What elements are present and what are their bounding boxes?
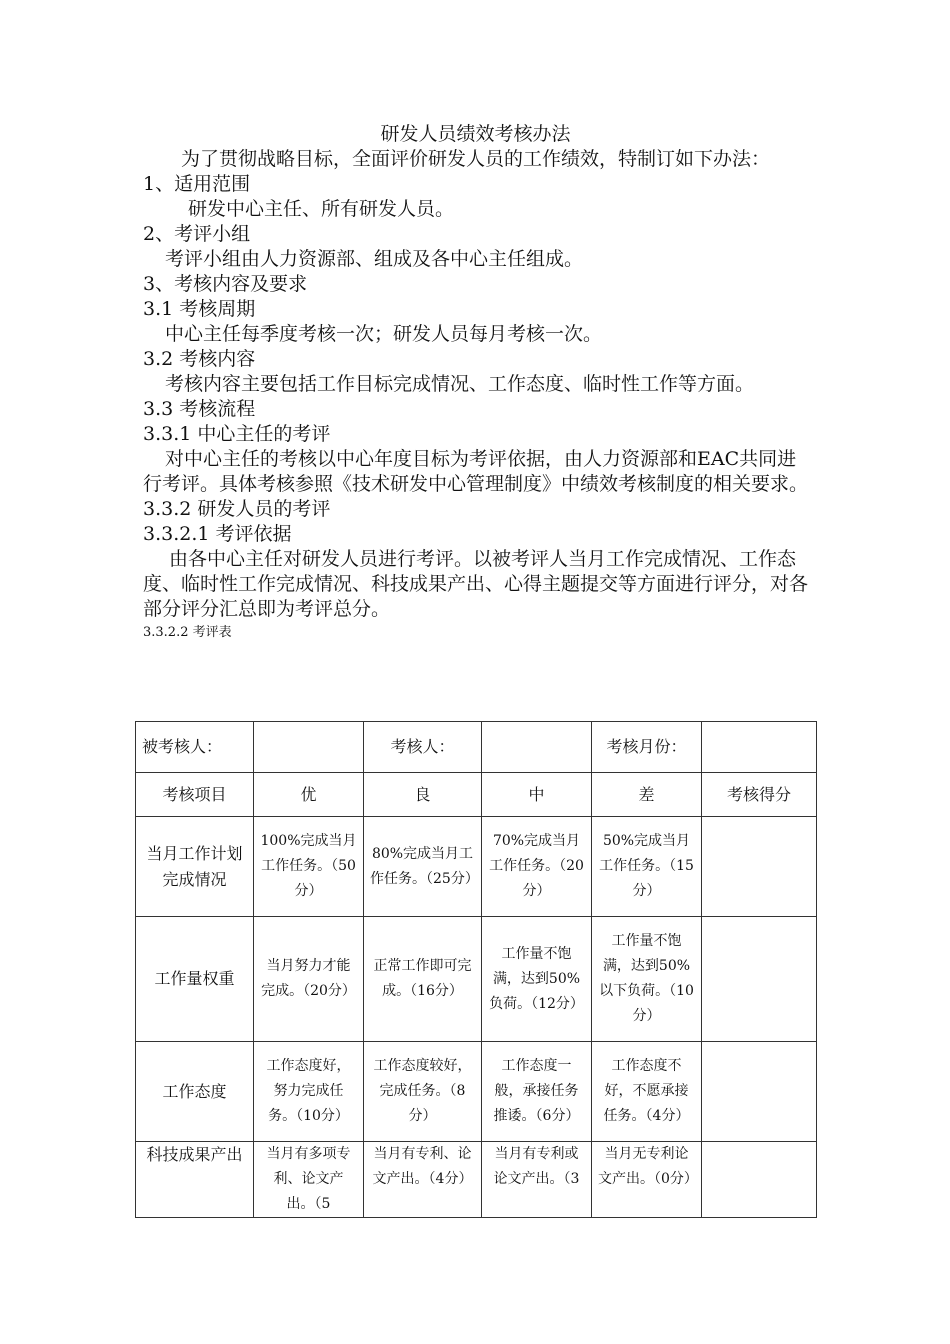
table-row <box>136 917 817 1042</box>
section-2-body: 考评小组由人力资源部、组成及各中心主任组成。 <box>165 248 584 270</box>
criteria-medium: 工作量不饱满，达到50%负荷。（12分） <box>482 917 592 1042</box>
column-header: 优 <box>254 773 364 817</box>
column-header: 考核得分 <box>702 773 817 817</box>
criteria-medium: 工作态度一般，承接任务推诿。（6分） <box>482 1042 592 1142</box>
criteria-medium: 当月有专利或论文产出。（3 <box>482 1142 592 1218</box>
criteria-poor: 工作量不饱满，达到50%以下负荷。（10分） <box>592 917 702 1042</box>
assessee-label: 被考核人： <box>136 722 254 773</box>
section-3-3-2-1-body: 由各中心主任对研发人员进行考评。以被考评人当月工作完成情况、工作态度、临时性工作完成情况、科技成果产出、心得主题提交等方面进行评分，对各部分评分汇总即为考评总分。 <box>143 548 809 620</box>
section-3-3-1-heading: 3.3.1 中心主任的考评 <box>143 423 331 445</box>
criteria-item: 当月工作计划完成情况 <box>136 817 254 917</box>
section-1-body: 研发中心主任、所有研发人员。 <box>188 198 455 220</box>
score-cell[interactable] <box>702 817 817 917</box>
section-3-3-2-1-heading: 3.3.2.1 考评依据 <box>143 523 292 545</box>
criteria-excellent: 100%完成当月工作任务。（50分） <box>254 817 364 917</box>
section-3-3-1-body: 对中心主任的考核以中心年度目标为考评依据，由人力资源部和EAC共同进行考评。具体考核参照《技术研发中心管理制度》中绩效考核制度的相关要求。 <box>143 448 809 495</box>
section-3-2-body: 考核内容主要包括工作目标完成情况、工作态度、临时性工作等方面。 <box>165 373 755 395</box>
column-header: 良 <box>364 773 482 817</box>
criteria-poor: 当月无专利论文产出。（0分） <box>592 1142 702 1218</box>
table-row <box>136 817 817 917</box>
section-1-heading: 1、适用范围 <box>143 173 251 195</box>
criteria-poor: 工作态度不好，不愿承接任务。（4分） <box>592 1042 702 1142</box>
criteria-medium: 70%完成当月工作任务。（20分） <box>482 817 592 917</box>
intro-paragraph: 为了贯彻战略目标，全面评价研发人员的工作绩效，特制订如下办法： <box>181 148 771 170</box>
table-header-row <box>136 722 817 773</box>
criteria-poor: 50%完成当月工作任务。（15分） <box>592 817 702 917</box>
criteria-item: 科技成果产出 <box>136 1142 254 1218</box>
section-3-heading: 3、考核内容及要求 <box>143 273 308 295</box>
section-3-3-2-heading: 3.3.2 研发人员的考评 <box>143 498 331 520</box>
column-header: 考核项目 <box>136 773 254 817</box>
section-3-3-2-2-heading: 3.3.2.2 考评表 <box>143 625 232 640</box>
section-3-1-heading: 3.1 考核周期 <box>143 298 256 320</box>
score-cell[interactable] <box>702 1042 817 1142</box>
section-3-1-body: 中心主任每季度考核一次；研发人员每月考核一次。 <box>165 323 603 345</box>
score-cell[interactable] <box>702 917 817 1042</box>
table-column-header-row <box>136 773 817 817</box>
criteria-excellent: 工作态度好，努力完成任务。（10分） <box>254 1042 364 1142</box>
table-row <box>136 1142 817 1218</box>
document-body <box>143 122 808 642</box>
assessor-label: 考核人： <box>364 722 482 773</box>
section-3-2-heading: 3.2 考核内容 <box>143 348 256 370</box>
criteria-excellent: 当月有多项专利、论文产出。（5 <box>254 1142 364 1218</box>
month-label: 考核月份： <box>592 722 702 773</box>
column-header: 差 <box>592 773 702 817</box>
criteria-item: 工作量权重 <box>136 917 254 1042</box>
criteria-good: 当月有专利、论文产出。（4分） <box>364 1142 482 1218</box>
section-3-3-heading: 3.3 考核流程 <box>143 398 256 420</box>
criteria-item: 工作态度 <box>136 1042 254 1142</box>
evaluation-table <box>135 721 817 1218</box>
score-cell[interactable] <box>702 1142 817 1218</box>
column-header: 中 <box>482 773 592 817</box>
criteria-good: 工作态度较好，完成任务。（8分） <box>364 1042 482 1142</box>
criteria-excellent: 当月努力才能完成。（20分） <box>254 917 364 1042</box>
table-row <box>136 1042 817 1142</box>
assessor-value-cell[interactable] <box>482 722 592 773</box>
month-value-cell[interactable] <box>702 722 817 773</box>
criteria-good: 80%完成当月工作任务。（25分） <box>364 817 482 917</box>
section-2-heading: 2、考评小组 <box>143 223 251 245</box>
document-title: 研发人员绩效考核办法 <box>380 123 571 145</box>
criteria-good: 正常工作即可完成。（16分） <box>364 917 482 1042</box>
assessee-value-cell[interactable] <box>254 722 364 773</box>
